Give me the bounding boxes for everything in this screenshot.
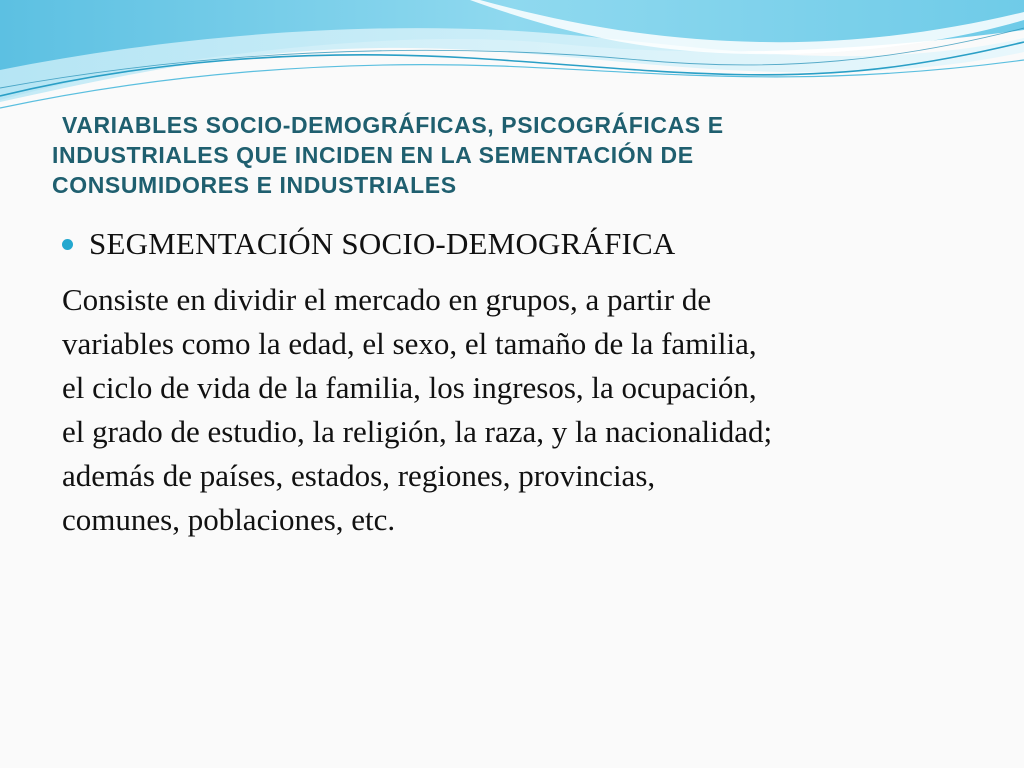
body-paragraph (62, 278, 992, 542)
body-line-3: el ciclo de vida de la familia, los ingresos, la ocupación, (62, 370, 757, 405)
body-line-4: el grado de estudio, la religión, la raza, y la nacionalidad; (62, 414, 773, 449)
bullet-heading: SEGMENTACIÓN SOCIO-DEMOGRÁFICA (89, 226, 676, 261)
bullet-item (62, 222, 676, 266)
slide-title (52, 110, 952, 200)
header-wave-decoration (0, 0, 1024, 125)
body-line-1: Consiste en dividir el mercado en grupos, a partir de (62, 282, 712, 317)
body-line-2: variables como la edad, el sexo, el tamaño de la familia, (62, 326, 757, 361)
body-line-5: además de países, estados, regiones, provincias, (62, 458, 656, 493)
body-line-6: comunes, poblaciones, etc. (62, 502, 396, 537)
slide-title-line-2: INDUSTRIALES QUE INCIDEN EN LA SEMENTACIÓN DE (52, 142, 694, 168)
slide-title-line-3: CONSUMIDORES E INDUSTRIALES (52, 172, 457, 198)
round-bullet-icon (62, 239, 73, 250)
slide-title-line-1: VARIABLES SOCIO-DEMOGRÁFICAS, PSICOGRÁFICAS E (62, 112, 724, 138)
